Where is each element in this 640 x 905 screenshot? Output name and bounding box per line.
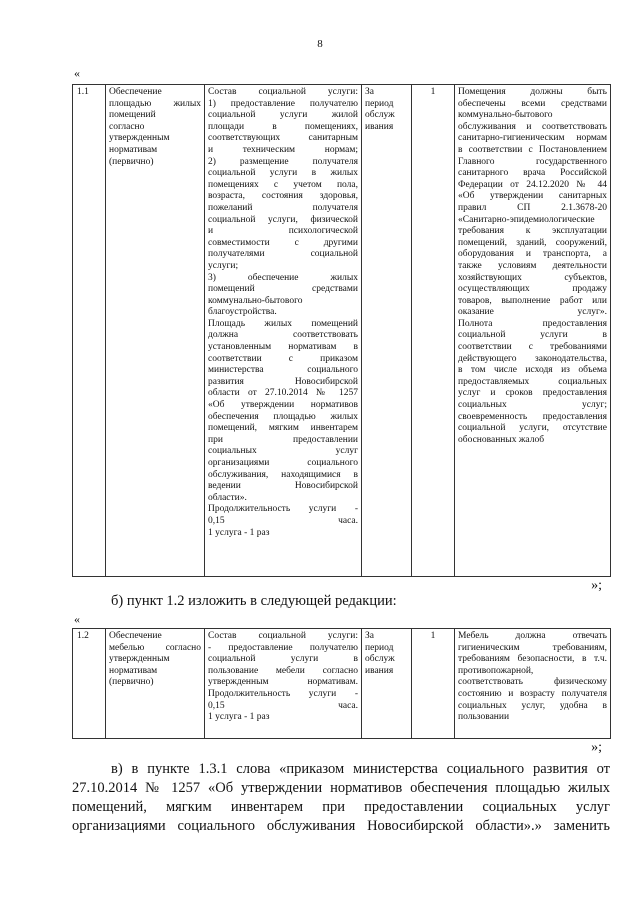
cell-text-line: Мебель должна отвечать bbox=[458, 631, 607, 641]
cell-text-line: области». bbox=[208, 492, 247, 503]
cell-text-line: ведении Новосибирской bbox=[208, 481, 358, 492]
cell-text-line: оборудования и транспорта, а bbox=[458, 249, 607, 260]
cell-text-line: области от 27.10.2014 № 1257 bbox=[208, 388, 358, 399]
page-number: 8 bbox=[317, 38, 323, 50]
cell-text-line: соответствии с требованиями bbox=[458, 342, 607, 353]
cell-text-line: организациями социального bbox=[208, 458, 358, 468]
service-name-cell bbox=[106, 85, 205, 577]
cell-text-line: За bbox=[365, 631, 374, 641]
cell-text-line: коммунально-бытового bbox=[208, 295, 303, 306]
cell-text-line: обслуж bbox=[365, 110, 395, 121]
cell-text-line: помещений bbox=[109, 110, 156, 121]
cell-text-line: обслуживания, находящимися в bbox=[208, 469, 358, 480]
cell-text-line: мебелью согласно bbox=[109, 642, 201, 653]
cell-text-line: Состав социальной услуги: bbox=[208, 87, 358, 97]
cell-text-line: За bbox=[365, 87, 374, 97]
cell-text-line: установленным нормативам в bbox=[208, 342, 358, 353]
cell-text-line: социальной услуги жилой bbox=[208, 110, 358, 121]
cell-text-line: помещений средствами bbox=[208, 284, 358, 295]
service-period-cell bbox=[362, 629, 412, 739]
cell-text-line: при предоставлении bbox=[208, 434, 358, 445]
cell-text-line: пользование мебели согласно bbox=[208, 665, 358, 676]
cell-text-line: обслуж bbox=[365, 654, 395, 665]
cell-text-line: правил СП 2.1.3678-20 bbox=[458, 202, 607, 213]
row-number: 1.1 bbox=[73, 85, 106, 577]
cell-text-line: в соответствии с Постановлением bbox=[458, 144, 607, 155]
cell-text-line: Помещения должны быть bbox=[458, 87, 607, 97]
cell-text-line: помещений, зданий, сооружений, bbox=[458, 237, 607, 248]
cell-text-line: «Об утверждении нормативов bbox=[208, 400, 358, 411]
service-quality-cell bbox=[455, 85, 611, 577]
cell-text-line: социальных услуг; bbox=[458, 400, 607, 411]
cell-text-line: также условиям деятельности bbox=[458, 260, 607, 271]
cell-text-line: площади в помещениях, bbox=[208, 121, 358, 132]
close-quote-2: »; bbox=[591, 740, 602, 755]
cell-text-line: Федерации от 24.12.2020 № 44 bbox=[458, 179, 607, 190]
cell-text-line: утвержденным нормативам. bbox=[208, 677, 358, 688]
cell-text-line: осуществляющих продажу bbox=[458, 284, 607, 295]
cell-text-line: Обеспечение bbox=[109, 87, 162, 97]
cell-text-line: коммунально-бытового bbox=[458, 110, 553, 121]
cell-text-line: социальной услуги в жилых bbox=[208, 168, 358, 179]
service-content-cell bbox=[205, 629, 362, 739]
cell-text-line: действующего законодательства, bbox=[458, 353, 607, 364]
cell-text-line: - предоставление получателю bbox=[208, 642, 358, 653]
cell-text-line: 0,15 часа. bbox=[208, 515, 358, 526]
item-c-line: помещений, мягким инвентарем при предоставлении социальных услуг bbox=[72, 799, 610, 815]
cell-text-line: «Об утверждении санитарных bbox=[458, 191, 607, 202]
cell-text-line: пользовании bbox=[458, 712, 510, 723]
cell-text-line: должна соответствовать bbox=[208, 330, 358, 341]
cell-text-line: Обеспечение bbox=[109, 631, 162, 641]
service-table-2 bbox=[72, 628, 611, 739]
cell-text-line: состоянию и возрасту получателя bbox=[458, 688, 607, 699]
cell-text-line: социальной услуги в bbox=[458, 330, 607, 341]
cell-text-line: соответствовать физическому bbox=[458, 677, 607, 688]
cell-text-line: благоустройства. bbox=[208, 307, 277, 318]
cell-text-line: гигиеническим требованиям, bbox=[458, 642, 607, 653]
service-name-cell bbox=[106, 629, 205, 739]
cell-text-line: соответствии с приказом bbox=[208, 353, 358, 364]
cell-text-line: соответствующих санитарным bbox=[208, 133, 358, 144]
cell-text-line: обоснованных жалоб bbox=[458, 434, 545, 445]
cell-text-line: товаров, выполнение работ или bbox=[458, 295, 607, 306]
cell-text-line: помещений, мягким инвентарем bbox=[208, 423, 358, 434]
cell-text-line: «Санитарно-эпидемиологические bbox=[458, 214, 595, 225]
cell-text-line: 3) обеспечение жилых bbox=[208, 272, 358, 283]
cell-text-line: предоставляемых социальных bbox=[458, 376, 607, 387]
cell-text-line: социальных услуг, удобна в bbox=[458, 700, 607, 711]
cell-text-line: оказание услуг». bbox=[458, 307, 607, 318]
item-c-line: организациями социального обслуживания Новосибирской области».» заменить bbox=[72, 818, 610, 834]
cell-text-line: Продолжительность услуги - bbox=[208, 688, 358, 699]
cell-text-line: пожеланий получателя bbox=[208, 202, 358, 213]
service-quality-cell bbox=[455, 629, 611, 739]
item-c-line: в) в пункте 1.3.1 слова «приказом министерства социального развития от bbox=[111, 761, 610, 777]
cell-text-line: утвержденным bbox=[109, 654, 170, 665]
cell-text-line: (первично) bbox=[109, 677, 154, 688]
cell-text-line: Состав социальной услуги: bbox=[208, 631, 358, 641]
cell-text-line: 1) предоставление получателю bbox=[208, 98, 358, 109]
service-period-cell bbox=[362, 85, 412, 577]
cell-text-line: требованиям безопасности, в т.ч. bbox=[458, 654, 607, 665]
row-number: 1.2 bbox=[73, 629, 106, 739]
cell-text-line: возраста, состояния здоровья, bbox=[208, 191, 358, 202]
cell-text-line: санитарного врача Российской bbox=[458, 168, 607, 179]
cell-text-line: противопожарной, bbox=[458, 665, 534, 676]
cell-text-line: министерства социального bbox=[208, 365, 358, 376]
cell-text-line: обеспечения площадью жилых bbox=[208, 411, 358, 422]
cell-text-line: Главного государственного bbox=[458, 156, 607, 167]
open-quote-2: « bbox=[74, 612, 80, 626]
cell-text-line: санитарно-гигиеническим нормам bbox=[458, 133, 607, 144]
cell-text-line: своевременность предоставления bbox=[458, 411, 607, 422]
cell-text-line: обслуживания и соответствовать bbox=[458, 121, 607, 132]
service-quantity-cell: 1 bbox=[412, 629, 455, 739]
cell-text-line: период bbox=[365, 98, 394, 109]
cell-text-line: площадью жилых bbox=[109, 98, 201, 109]
service-content-cell bbox=[205, 85, 362, 577]
service-quantity-cell: 1 bbox=[412, 85, 455, 577]
cell-text-line: социальных услуг bbox=[208, 446, 358, 457]
cell-text-line: социальной услуги, отсутствие bbox=[458, 423, 607, 434]
cell-text-line: 1 услуга - 1 раз bbox=[208, 527, 270, 538]
service-table-1 bbox=[72, 84, 611, 577]
open-quote-1: « bbox=[74, 66, 80, 80]
cell-text-line: Площадь жилых помещений bbox=[208, 318, 358, 329]
cell-text-line: утвержденным bbox=[109, 133, 170, 144]
cell-text-line: помещениях с учетом пола, bbox=[208, 179, 358, 190]
cell-text-line: обеспечены всеми средствами bbox=[458, 98, 607, 109]
cell-text-line: 0,15 часа. bbox=[208, 700, 358, 711]
cell-text-line: совместимости с другими bbox=[208, 237, 358, 248]
cell-text-line: в том числе исходя из объема bbox=[458, 365, 607, 376]
table-row bbox=[73, 629, 611, 739]
cell-text-line: социальной услуги, физической bbox=[208, 214, 358, 225]
table-row bbox=[73, 85, 611, 577]
cell-text-line: ивания bbox=[365, 665, 394, 676]
cell-text-line: развития Новосибирской bbox=[208, 376, 358, 387]
cell-text-line: (первично) bbox=[109, 156, 154, 167]
cell-text-line: и техническим нормам; bbox=[208, 144, 358, 155]
cell-text-line: 2) размещение получателя bbox=[208, 156, 358, 167]
cell-text-line: хозяйствующих субъектов, bbox=[458, 272, 607, 283]
cell-text-line: период bbox=[365, 642, 394, 653]
cell-text-line: согласно bbox=[109, 121, 145, 132]
cell-text-line: нормативам bbox=[109, 665, 158, 676]
cell-text-line: нормативам bbox=[109, 144, 158, 155]
cell-text-line: Полнота предоставления bbox=[458, 318, 607, 329]
item-c-line: 27.10.2014 № 1257 «Об утверждении нормативов обеспечения площадью жилых bbox=[72, 780, 610, 796]
cell-text-line: услуги; bbox=[208, 260, 239, 271]
item-b-text: б) пункт 1.2 изложить в следующей редакции: bbox=[111, 593, 397, 609]
cell-text-line: ивания bbox=[365, 121, 394, 132]
cell-text-line: Продолжительность услуги - bbox=[208, 504, 358, 515]
close-quote-1: »; bbox=[591, 578, 602, 593]
cell-text-line: социальной услуги в bbox=[208, 654, 358, 665]
cell-text-line: 1 услуга - 1 раз bbox=[208, 712, 270, 723]
cell-text-line: услуг и сроков предоставления bbox=[458, 388, 607, 399]
cell-text-line: требования к эксплуатации bbox=[458, 226, 607, 237]
cell-text-line: получателями социальной bbox=[208, 249, 358, 260]
cell-text-line: и психологической bbox=[208, 226, 358, 237]
